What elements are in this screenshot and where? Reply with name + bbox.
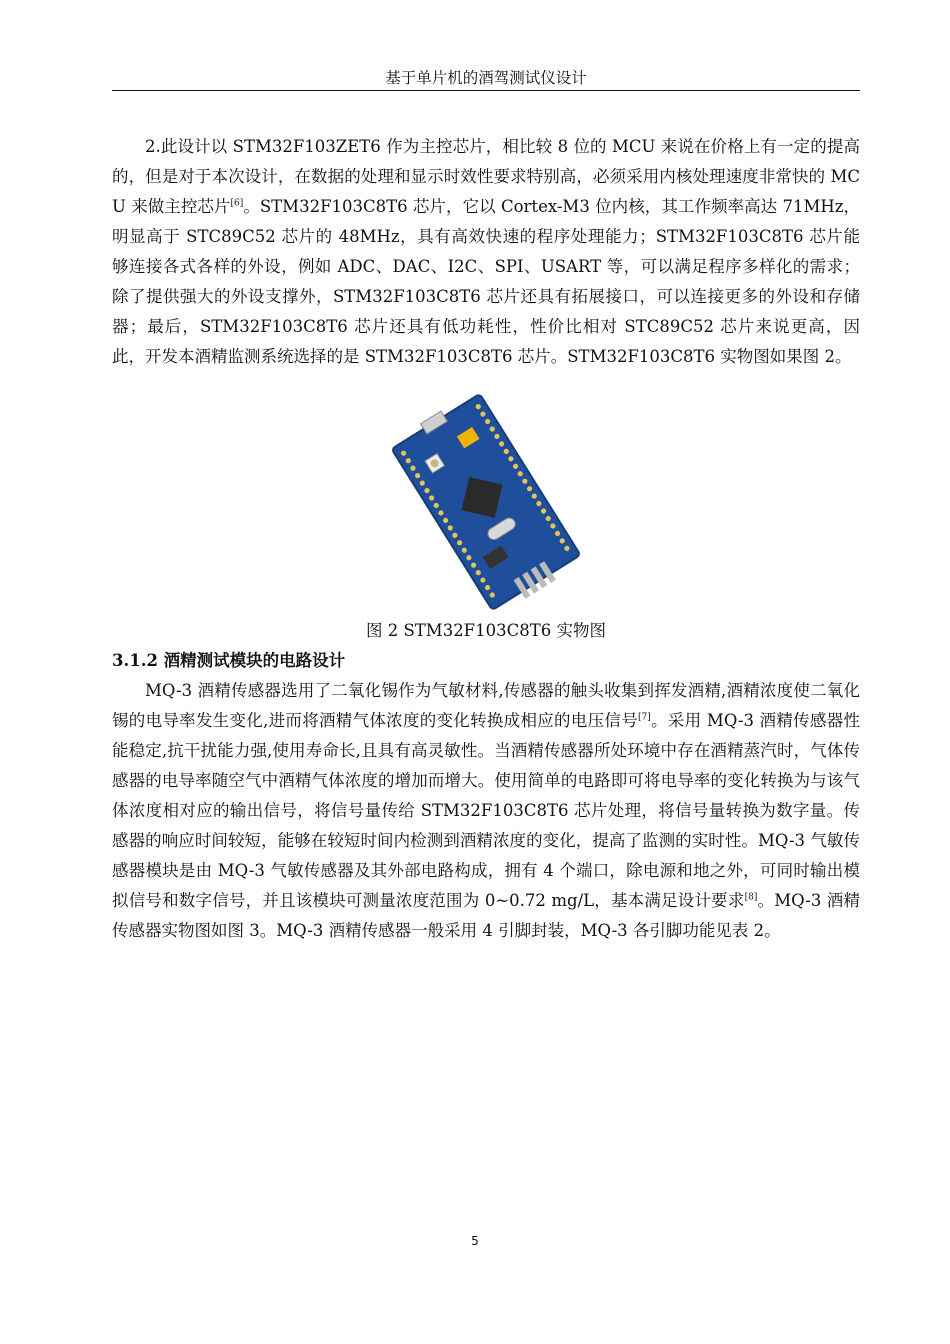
figure-stm32-board [112,388,860,616]
paragraph-text: 。STM32F103C8T6 芯片，它以 Cortex-M3 位内核，其工作频率高达 71MHz，明显高于 STC89C52 芯片的 48MHz，具有高效快速的程序处理能力；STM32F103C8T6 芯片能够连接各式各样的外设，例如 ADC、DAC、I2C、SPI、USART 等，可以满足程序多样化的需求；除了提供强大的外设支撑外，STM32F103C8T6 芯片还具有拓展接口，可以连接更多的外设和存储器；最后，STM32F103C8T6 芯片还具有低功耗性，性价比相对 STC89C52 芯片来说更高，因此，开发本酒精监测系统选择的是 STM32F103C8T6 芯片。STM32F103C8T6 实物图如果图 2。 [112,197,860,366]
page-content [112,132,860,946]
paragraph-text: MQ-3 酒精传感器选用了二氧化锡作为气敏材料,传感器的触头收集到挥发酒精,酒精浓度使二氧化锡的电导率发生变化,进而将酒精气体浓度的变化转换成相应的电压信号 [112,681,860,730]
figure-caption: 图 2 STM32F103C8T6 实物图 [366,621,606,640]
paragraph-text: 。采用 MQ-3 酒精传感器性能稳定,抗干扰能力强,使用寿命长,且具有高灵敏性。当酒精传感器所处环境中存在酒精蒸汽时，气体传感器的电导率随空气中酒精气体浓度的增加而增大。使用简单的电路即可将电导率的变化转换为与该气体浓度相对应的输出信号，将信号量传给 STM32F103C8T6 芯片处理，将信号量转换为数字量。传感器的响应时间较短，能够在较短时间内检测到酒精浓度的变化，提高了监测的实时性。MQ-3 气敏传感器模块是由 MQ-3 气敏传感器及其外部电路构成，拥有 4 个端口，除电源和地之外，可同时输出模拟信号和数字信号，并且该模块可测量浓度范围为 0~0.72 mg/L，基本满足设计要求 [112,711,860,910]
citation: [7] [637,712,651,723]
running-header: 基于单片机的酒驾测试仪设计 [112,66,860,91]
paragraph-text: 。MQ-3 酒精传感器实物图如图 3。MQ-3 酒精传感器一般采用 4 引脚封装，MQ-3 各引脚功能见表 2。 [112,891,860,940]
page-number: 5 [471,1234,479,1248]
section-heading: 3.1.2 酒精测试模块的电路设计 [112,651,346,670]
paragraph-mq3 [112,676,860,946]
citation: [8] [744,892,758,903]
paragraph-mcu [112,132,860,372]
stm32-board-photo [386,392,586,612]
citation: [6] [230,198,244,209]
paragraph-text: 2.此设计以 STM32F103ZET6 作为主控芯片，相比较 8 位的 MCU 来说在价格上有一定的提高的，但是对于本次设计，在数据的处理和显示时效性要求特别高，必须采用内核处理速度非常快的 MCU 来做主控芯片 [112,137,860,216]
